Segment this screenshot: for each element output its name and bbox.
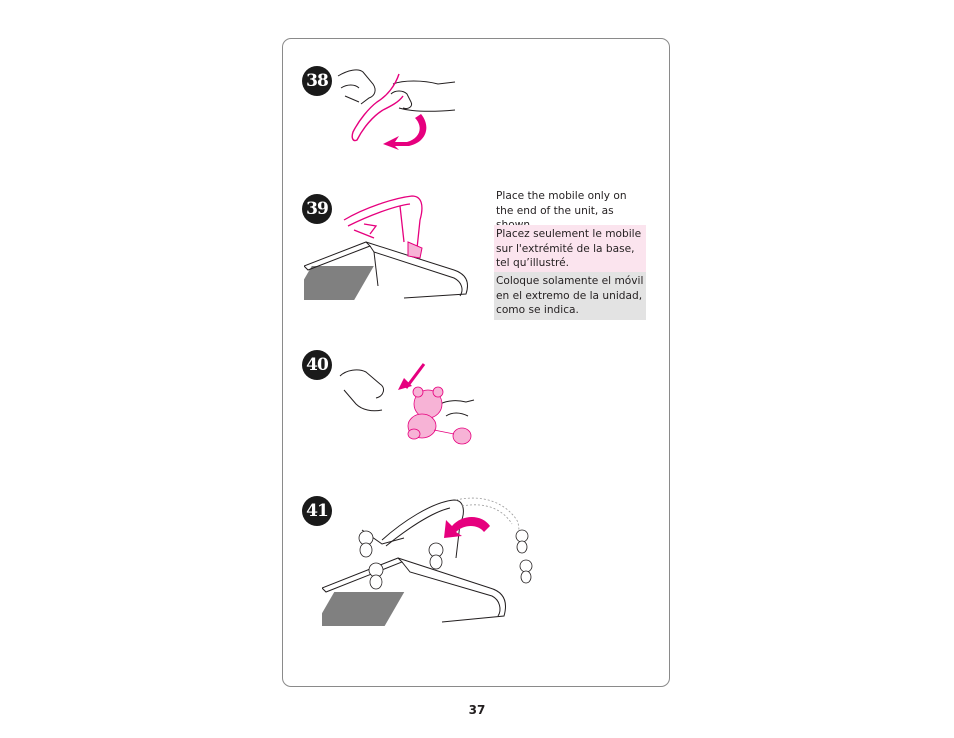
instruction-spanish: Coloque solamente el móvil en el extremo de la unidad, como se indica. — [494, 272, 646, 320]
step-badge-39: 39 — [302, 194, 332, 224]
page-number: 37 — [468, 703, 486, 717]
instruction-english: Place the mobile only on the end of the unit, as — [494, 187, 646, 235]
step-badge-40: 40 — [302, 350, 332, 380]
step-badge-38: 38 — [302, 66, 332, 96]
step-39-illustration — [304, 186, 474, 302]
step-38-illustration — [333, 66, 463, 156]
step-41-illustration — [322, 492, 546, 640]
step-40-illustration — [336, 360, 478, 450]
step-badge-41: 41 — [302, 496, 332, 526]
instruction-french: Placez seulement le mobile sur l'extrémité de la base, tel qu’illustré. — [494, 225, 646, 273]
